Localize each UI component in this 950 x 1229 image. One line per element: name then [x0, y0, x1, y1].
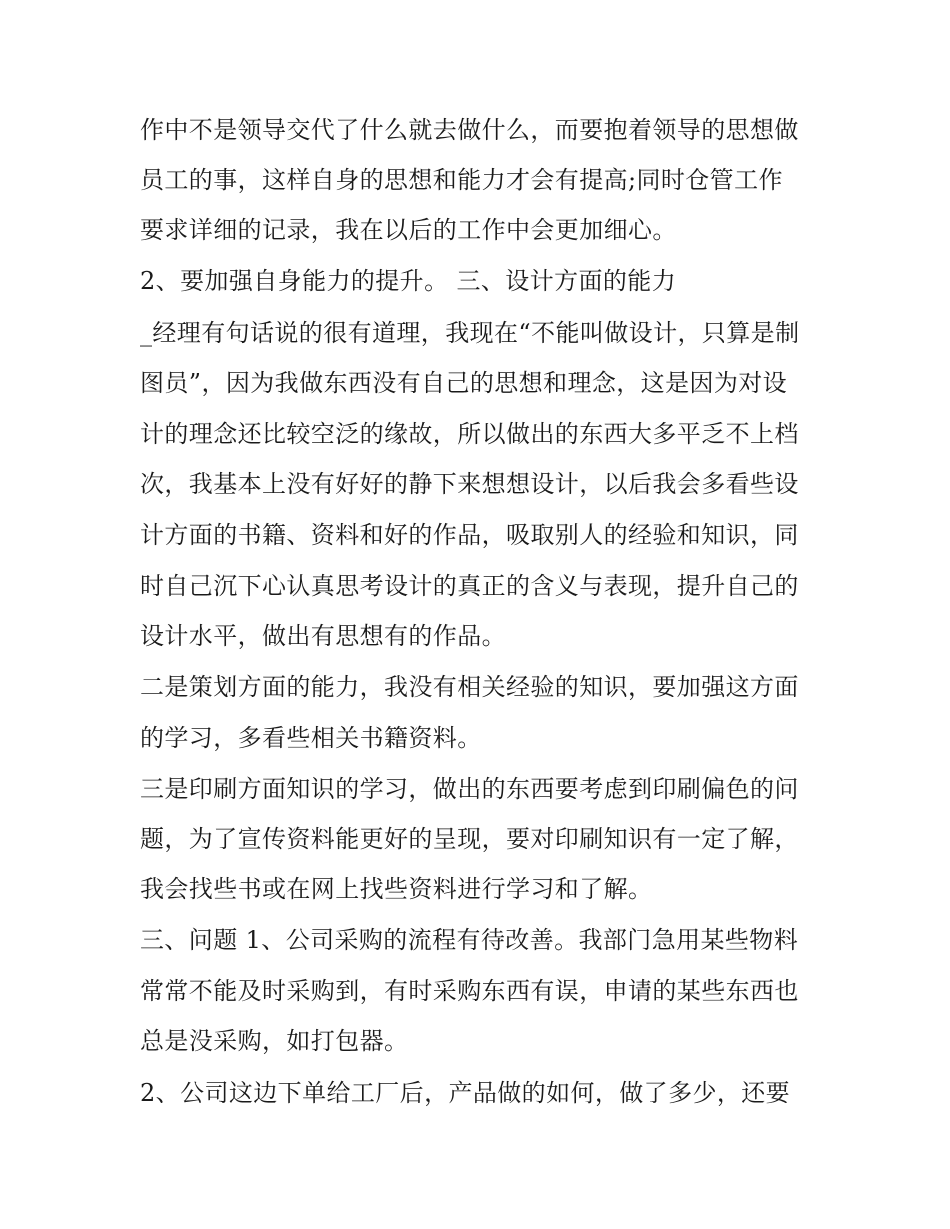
text-line: 三是印刷方面知识的学习，做出的东西要考虑到印刷偏色的问: [140, 775, 799, 803]
text-line: 时自己沉下心认真思考设计的真正的含义与表现，提升自己的: [140, 572, 799, 600]
text-line: 员工的事，这样自身的思想和能力才会有提高;同时仓管工作: [140, 166, 783, 194]
text-line: 2、要加强自身能力的提升。 三、设计方面的能力: [140, 267, 677, 295]
text-line: 图员”，因为我做东西没有自己的思想和理念，这是因为对设: [140, 369, 788, 397]
text-line: 题，为了宣传资料能更好的呈现，要对印刷知识有一定了解，: [140, 825, 799, 853]
text-line: 次，我基本上没有好好的静下来想想设计，以后我会多看些设: [140, 470, 799, 498]
text-line: 设计水平，做出有思想有的作品。: [140, 622, 506, 650]
text-line: 作中不是领导交代了什么就去做什么，而要抱着领导的思想做: [140, 116, 799, 144]
text-line: 要求详细的记录，我在以后的工作中会更加细心。: [140, 216, 677, 244]
text-line: 计的理念还比较空泛的缘故，所以做出的东西大多平乏不上档: [140, 420, 799, 448]
text-line: 二是策划方面的能力，我没有相关经验的知识，要加强这方面: [140, 673, 799, 701]
text-line: 三、问题 1、公司采购的流程有待改善。我部门急用某些物料: [140, 926, 799, 954]
text-line: 我会找些书或在网上找些资料进行学习和了解。: [140, 875, 653, 903]
text-line: 计方面的书籍、资料和好的作品，吸取别人的经验和知识，同: [140, 521, 799, 549]
text-line: 常常不能及时采购到，有时采购东西有误，申请的某些东西也: [140, 977, 799, 1005]
text-line: 2、公司这边下单给工厂后，产品做的如何，做了多少，还要: [140, 1079, 791, 1107]
text-line: 总是没采购，如打包器。: [140, 1027, 409, 1055]
text-line: 的学习，多看些相关书籍资料。: [140, 724, 482, 752]
text-line: _经理有句话说的很有道理，我现在“不能叫做设计，只算是制: [140, 319, 800, 347]
